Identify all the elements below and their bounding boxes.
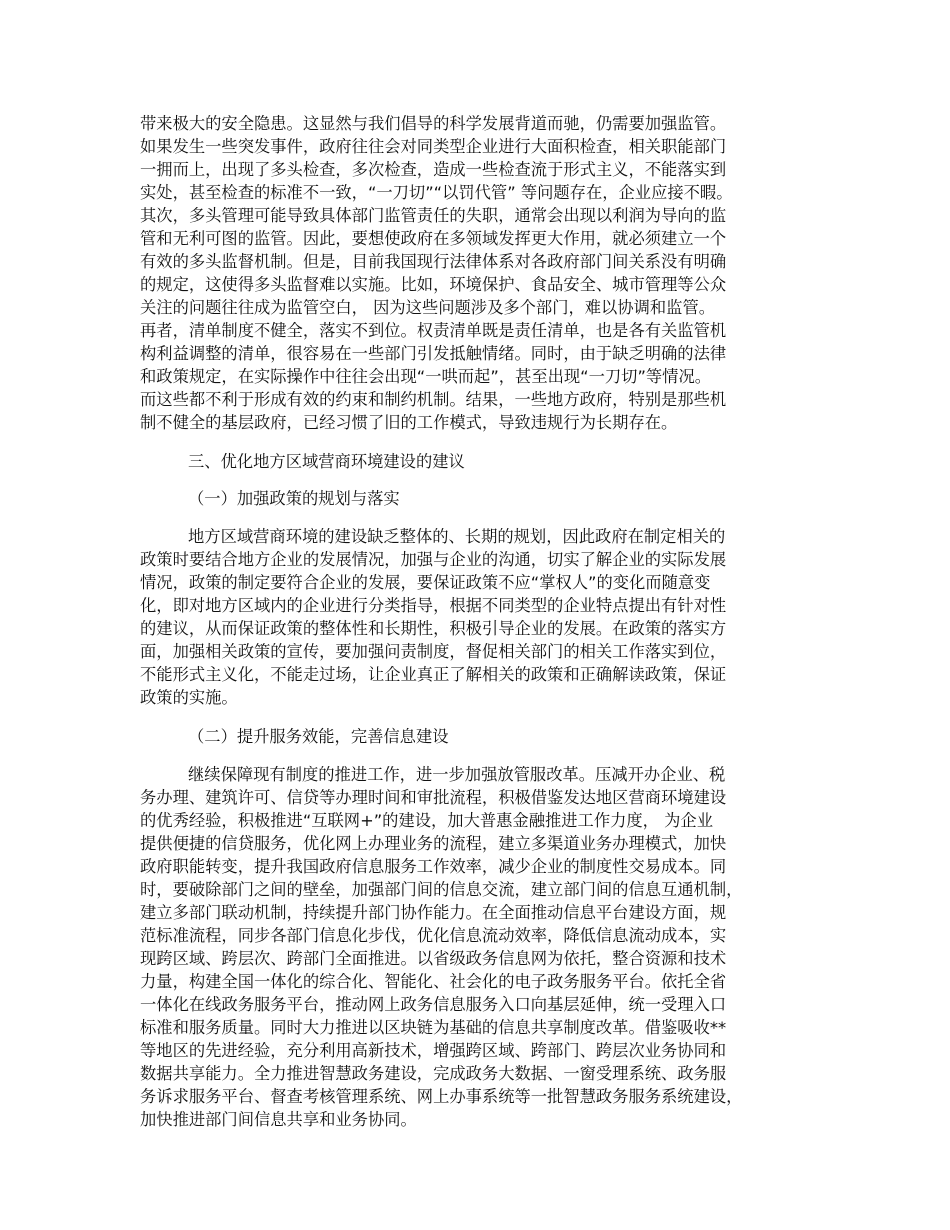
text-line: 关注的问题往往成为监管空白， 因为这些问题涉及多个部门，难以协调和监管。 xyxy=(140,298,716,317)
text-line: 现跨区域、跨层次、跨部门全面推进。以省级政务信息网为依托，整合资源和技术 xyxy=(140,949,727,968)
text-line: 实处，甚至检查的标准不一致，“一刀切”“以罚代管” 等问题存在，企业应接不暇。 xyxy=(140,183,733,202)
paragraph-block-2 xyxy=(140,525,830,709)
section-heading: 三、优化地方区域营商环境建设的建议 xyxy=(188,452,465,471)
text-line: 提供便捷的信贷服务，优化网上办理业务的流程，建立多渠道业务办理模式，加快 xyxy=(140,834,727,853)
text-line: 一体化在线政务服务平台，推动网上政务信息服务入口向基层延伸，统一受理入口 xyxy=(140,995,727,1014)
text-line: 力量，构建全国一体化的综合化、智能化、社会化的电子政务服务平台。依托全省 xyxy=(140,972,727,991)
text-line: 继续保障现有制度的推进工作，进一步加强放管服改革。压减开办企业、税 xyxy=(188,765,726,784)
text-line: 管和无利可图的监管。因此，要想使政府在多领域发挥更大作用，就必须建立一个 xyxy=(140,229,727,248)
text-line: 面，加强相关政策的宣传，要加强问责制度，督促相关部门的相关工作落实到位， xyxy=(140,642,727,661)
text-line: 构利益调整的清单，很容易在一些部门引发抵触情绪。同时，由于缺乏明确的法律 xyxy=(140,344,727,363)
text-line: 的规定，这使得多头监督难以实施。比如，环境保护、食品安全、城市管理等公众 xyxy=(140,275,727,294)
text-line: 时，要破除部门之间的壁垒，加强部门间的信息交流，建立部门间的信息互通机制， xyxy=(140,880,743,899)
text-line: 加快推进部门间信息共享和业务协同。 xyxy=(140,1110,417,1129)
text-line: 有效的多头监督机制。但是，目前我国现行法律体系对各政府部门间关系没有明确 xyxy=(140,252,727,271)
text-line: 务诉求服务平台、督查考核管理系统、网上办事系统等一批智慧政务服务系统建设， xyxy=(140,1087,743,1106)
document-page xyxy=(140,112,830,1131)
text-line: 如果发生一些突发事件，政府往往会对同类型企业进行大面积检查，相关职能部门 xyxy=(140,137,727,156)
text-line: 的优秀经验，积极推进“互联网+”的建设，加大普惠金融推进工作力度， 为企业 xyxy=(140,811,713,830)
text-line: 化，即对地方区域内的企业进行分类指导，根据不同类型的企业特点提出有针对性 xyxy=(140,596,727,615)
text-line: 等地区的先进经验，充分利用高新技术，增强跨区域、跨部门、跨层次业务协同和 xyxy=(140,1041,727,1060)
subsection-heading-2: （二）提升服务效能，完善信息建设 xyxy=(188,727,449,746)
text-line: 和政策规定，在实际操作中往往会出现“一哄而起”，甚至出现“一刀切”等情况。 xyxy=(140,367,712,386)
text-line: 而这些都不利于形成有效的约束和制约机制。结果，一些地方政府，特别是那些机 xyxy=(140,390,727,409)
text-line: 一拥而上，出现了多头检查，多次检查，造成一些检查流于形式主义，不能落实到 xyxy=(140,160,727,179)
text-line: 政策的实施。 xyxy=(140,688,238,707)
text-line: 政策时要结合地方企业的发展情况，加强与企业的沟通，切实了解企业的实际发展 xyxy=(140,550,727,569)
text-line: 范标准流程，同步各部门信息化步伐，优化信息流动效率，降低信息流动成本，实 xyxy=(140,926,727,945)
text-line: 不能形式主义化，不能走过场，让企业真正了解相关的政策和正确解读政策，保证 xyxy=(140,665,727,684)
subsection-heading-1: （一）加强政策的规划与落实 xyxy=(188,489,400,508)
text-line: 标准和服务质量。同时大力推进以区块链为基础的信息共享制度改革。借鉴吸收** xyxy=(140,1018,727,1037)
text-line: 务办理、建筑许可、信贷等办理时间和审批流程，积极借鉴发达地区营商环境建设 xyxy=(140,788,727,807)
text-line: 再者，清单制度不健全，落实不到位。权责清单既是责任清单，也是各有关监管机 xyxy=(140,321,727,340)
text-line: 情况，政策的制定要符合企业的发展，要保证政策不应“掌权人”的变化而随意变 xyxy=(140,573,711,592)
paragraph-block-3 xyxy=(140,763,830,1131)
text-line: 的建议，从而保证政策的整体性和长期性，积极引导企业的发展。在政策的落实方 xyxy=(140,619,727,638)
text-line: 带来极大的安全隐患。这显然与我们倡导的科学发展背道而驰，仍需要加强监管。 xyxy=(140,114,727,133)
text-line: 其次，多头管理可能导致具体部门监管责任的失职，通常会出现以利润为导向的监 xyxy=(140,206,727,225)
text-line: 数据共享能力。全力推进智慧政务建设，完成政务大数据、一窗受理系统、政务服 xyxy=(140,1064,727,1083)
text-line: 制不健全的基层政府，已经习惯了旧的工作模式，导致违规行为长期存在。 xyxy=(140,413,678,432)
text-line: 地方区域营商环境的建设缺乏整体的、长期的规划，因此政府在制定相关的 xyxy=(188,527,726,546)
text-line: 政府职能转变，提升我国政府信息服务工作效率，减少企业的制度性交易成本。同 xyxy=(140,857,727,876)
text-line: 建立多部门联动机制，持续提升部门协作能力。在全面推动信息平台建设方面，规 xyxy=(140,903,727,922)
paragraph-block-1 xyxy=(140,112,830,434)
